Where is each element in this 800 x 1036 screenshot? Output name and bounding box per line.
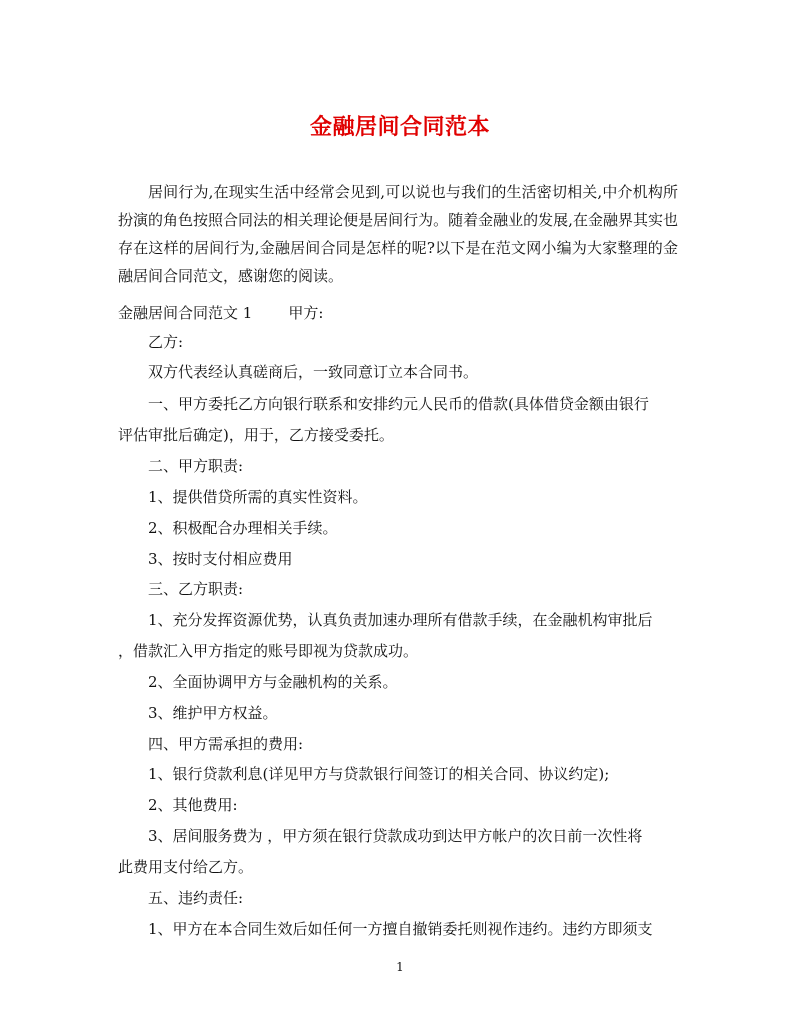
- paragraph: 双方代表经认真磋商后，一致同意订立本合同书。: [148, 363, 479, 381]
- section-heading: 五、违约责任:: [148, 889, 244, 907]
- list-item: 2、其他费用:: [148, 796, 238, 814]
- document-title: 金融居间合同范本: [309, 114, 490, 140]
- list-item: 1、提供借贷所需的真实性资料。: [148, 488, 368, 506]
- list-item: 3、居间服务费为 ，甲方须在银行贷款成功到达甲方帐户的次日前一次性将: [148, 827, 643, 845]
- section-heading: 四、甲方需承担的费用:: [148, 735, 304, 753]
- list-item: 3、维护甲方权益。: [148, 704, 278, 722]
- paragraph: 一、甲方委托乙方向银行联系和安排约元人民币的借款(具体借贷金额由银行: [148, 395, 649, 413]
- list-item: 1、银行贷款利息(详见甲方与贷款银行间签订的相关合同、协议约定);: [148, 765, 610, 783]
- list-item-continuation: 此费用支付给乙方。: [118, 858, 254, 876]
- page-number: 1: [396, 960, 404, 974]
- section-heading: 二、甲方职责:: [148, 457, 244, 475]
- intro-paragraph: 居间行为,在现实生活中经常会见到,可以说也与我们的生活密切相关,中介机构所扮演的角色按照合同法的相关理论便是居间行为。随着金融业的发展,在金融界其实也存在这样的居间行为,金融居间合同是怎样的呢?以下是在范文网小编为大家整理的金融居间合同范文，感谢您的阅读。: [118, 183, 678, 285]
- list-item: 2、全面协调甲方与金融机构的关系。: [148, 673, 398, 691]
- sample-heading-line: [118, 303, 688, 323]
- paragraph: 评估审批后确定)，用于，乙方接受委托。: [118, 426, 394, 444]
- section-heading: 三、乙方职责:: [148, 580, 244, 598]
- party-a-label: 甲方:: [288, 304, 324, 322]
- list-item-continuation: ，借款汇入甲方指定的账号即视为贷款成功。: [118, 642, 419, 660]
- list-item: 2、积极配合办理相关手续。: [148, 519, 338, 537]
- sample-heading: 金融居间合同范文 1: [118, 304, 253, 322]
- list-item: 1、甲方在本合同生效后如任何一方擅自撤销委托则视作违约。违约方即须支: [148, 920, 653, 938]
- list-item: 3、按时支付相应费用: [148, 550, 293, 568]
- list-item: 1、充分发挥资源优势，认真负责加速办理所有借款手续，在金融机构审批后: [148, 611, 653, 629]
- party-b-label: 乙方:: [148, 333, 184, 351]
